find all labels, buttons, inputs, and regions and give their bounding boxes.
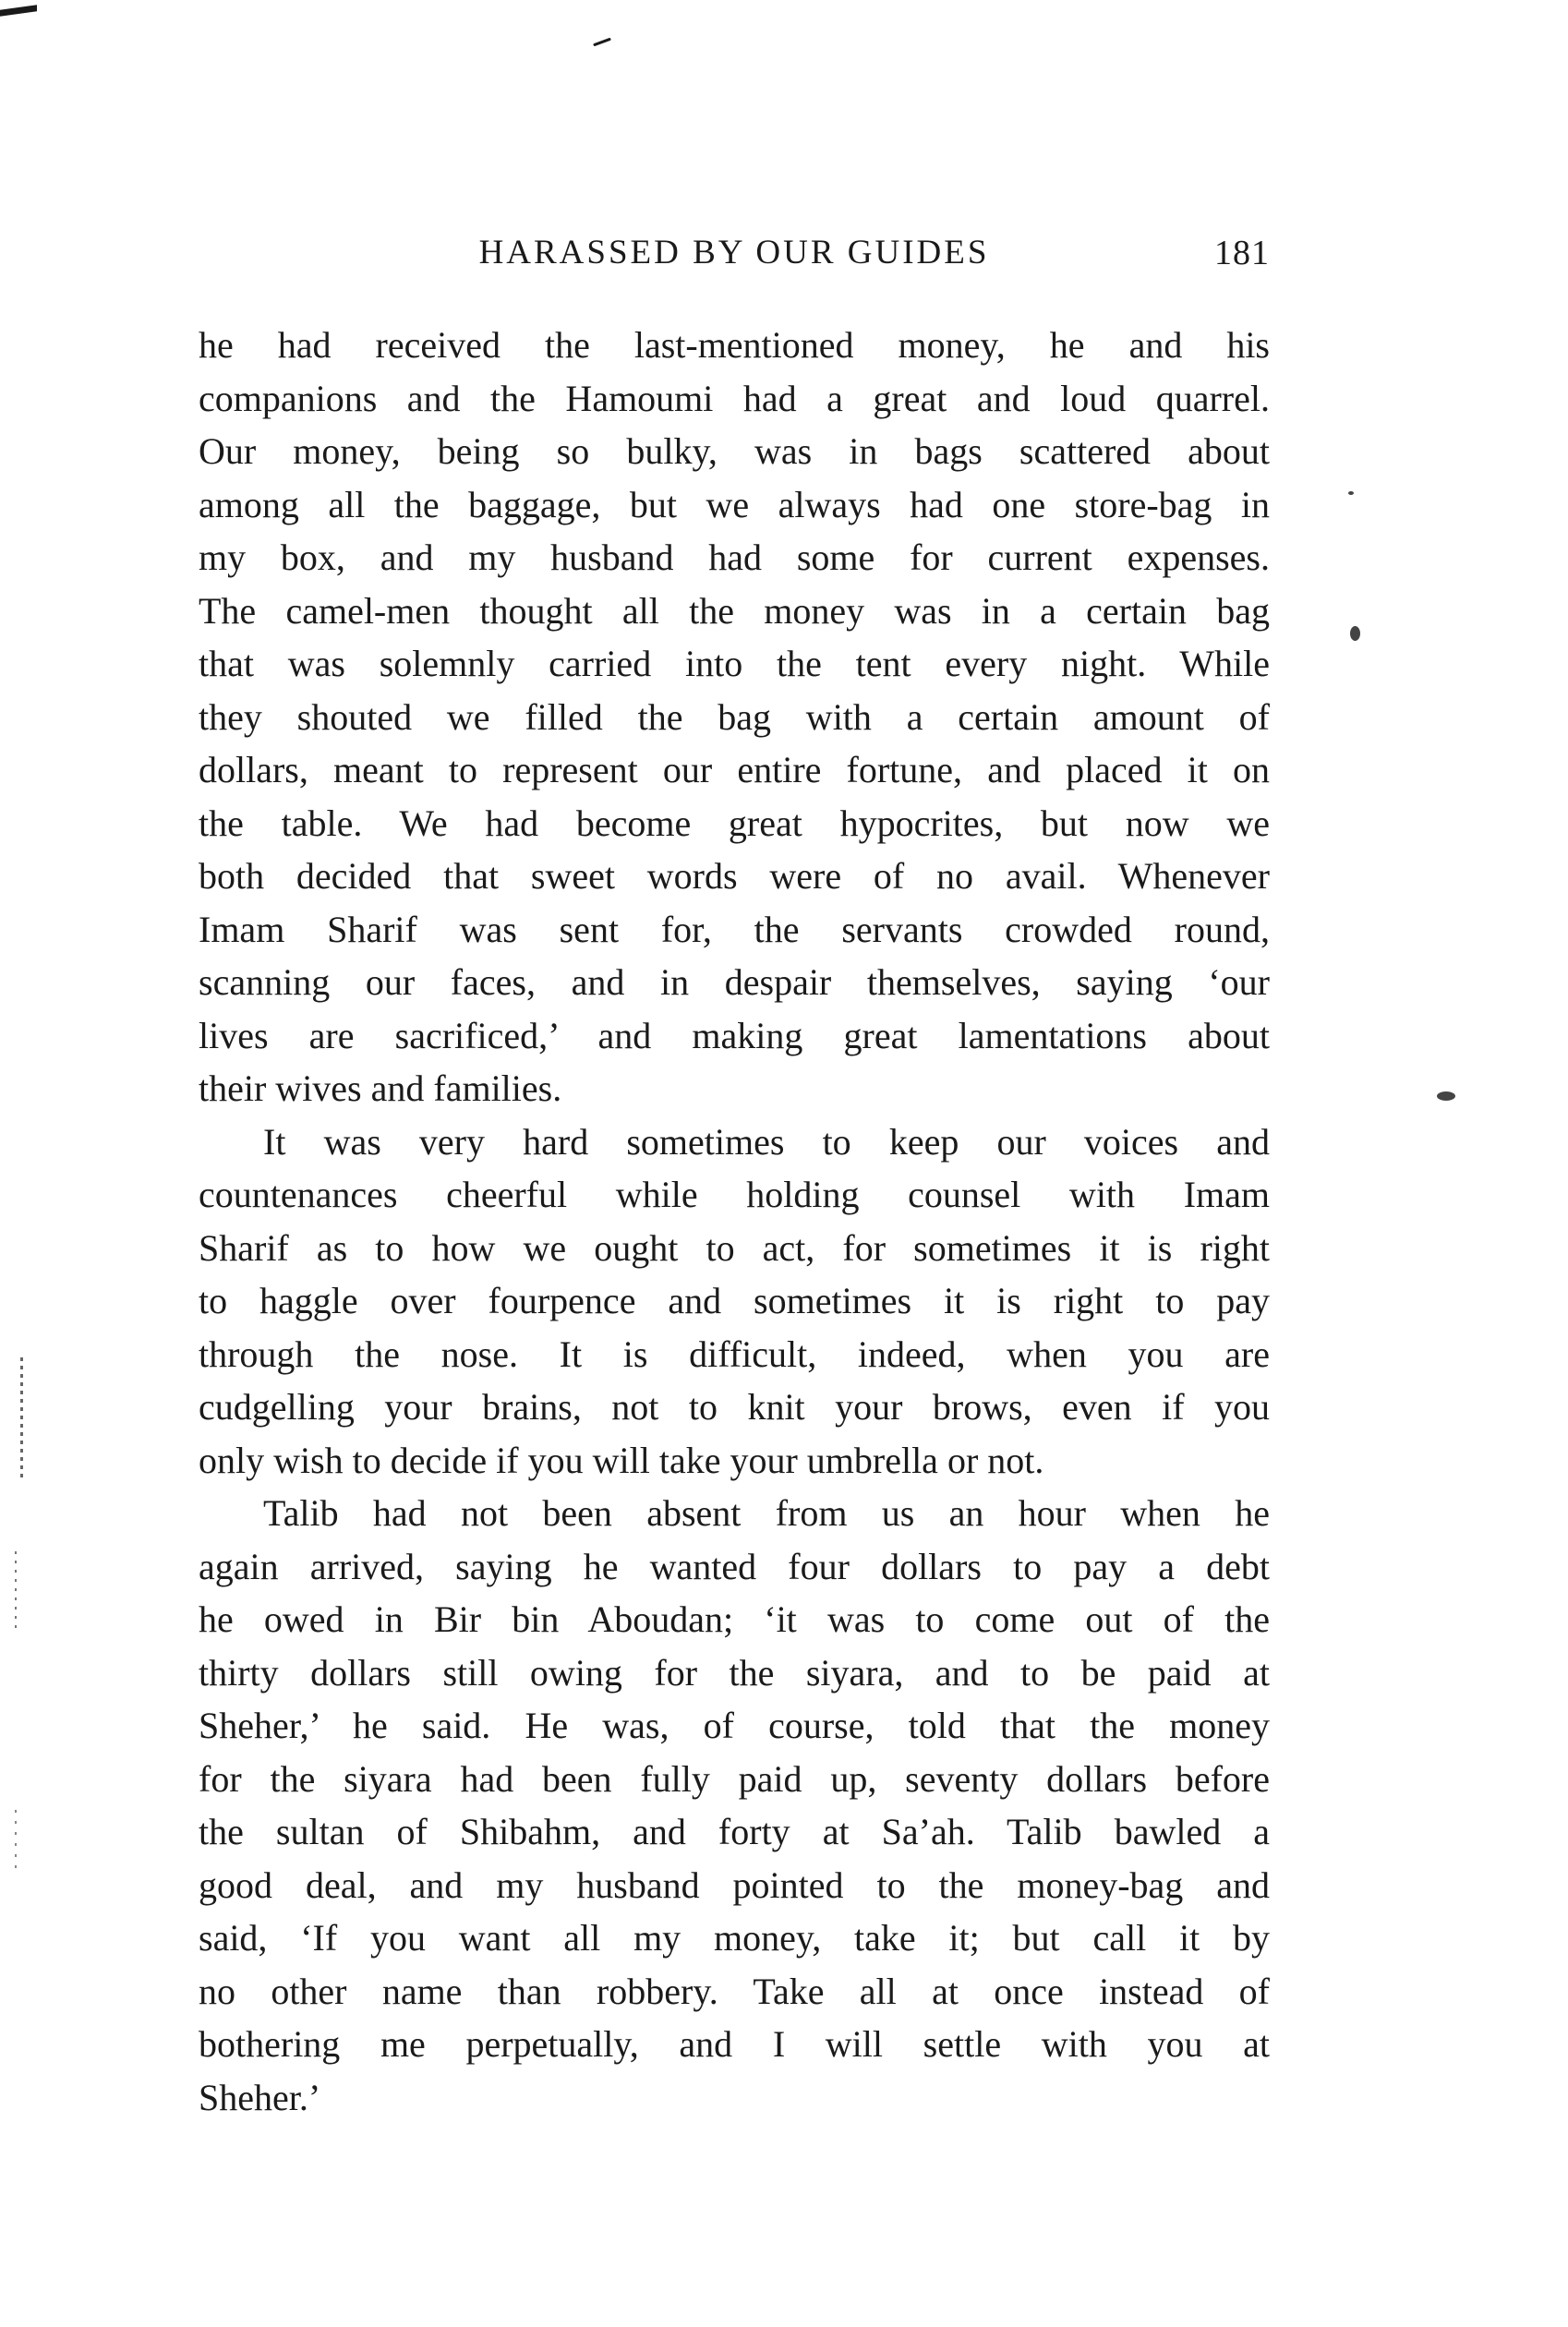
scan-mark-top-left: [0, 5, 37, 17]
text-line: cudgelling your brains, not to knit your brows, even if you: [199, 1386, 1270, 1428]
text-line: thirty dollars still owing for the siyara, and to be paid at: [199, 1651, 1270, 1694]
scan-mark-top: [593, 38, 611, 47]
text-line: Sheher,’ he said. He was, of course, told that the money: [199, 1705, 1270, 1746]
text-line: countenances cheerful while holding counsel with Imam: [199, 1174, 1270, 1215]
text-line: Imam Sharif was sent for, the servants crowded round,: [199, 908, 1270, 950]
ink-blot-right-2: [1437, 1091, 1455, 1101]
text-line: both decided that sweet words were of no avail. Whenever: [199, 855, 1270, 897]
running-head: [199, 233, 1270, 279]
paragraph-1: [199, 319, 1270, 1115]
ink-blot-right-1: [1350, 626, 1360, 641]
text-line: the table. We had become great hypocrites, but now we: [199, 802, 1270, 844]
text-line: through the nose. It is difficult, indeed, when you are: [199, 1332, 1270, 1375]
text-line: no other name than robbery. Take all at once instead of: [199, 1970, 1270, 2012]
paragraph-3: [199, 1487, 1270, 2124]
text-line: he had received the last-mentioned money, he and his: [199, 324, 1270, 366]
body-text: [199, 319, 1270, 2124]
text-line: he owed in Bir bin Aboudan; ‘it was to come out of the: [199, 1598, 1270, 1640]
text-line: Sheher.’: [199, 2076, 321, 2118]
text-line: bothering me perpetually, and I will settle with you at: [199, 2023, 1270, 2065]
margin-dots-left-2: [15, 1551, 17, 1634]
ink-speck-right-3: [1348, 491, 1354, 495]
text-line: the sultan of Shibahm, and forty at Sa’ah. Talib bawled a: [199, 1811, 1270, 1852]
text-line: scanning our faces, and in despair themselves, saying ‘our: [199, 961, 1270, 1003]
text-line: only wish to decide if you will take your umbrella or not.: [199, 1439, 1044, 1481]
text-line: for the siyara had been fully paid up, seventy dollars before: [199, 1757, 1270, 1800]
text-line: my box, and my husband had some for current expenses.: [199, 537, 1270, 578]
text-line: good deal, and my husband pointed to the money-bag and: [199, 1863, 1270, 1906]
text-line: to haggle over fourpence and sometimes it is right to pay: [199, 1280, 1270, 1321]
text-line: Sharif as to how we ought to act, for sometimes it is right: [199, 1226, 1270, 1269]
margin-dots-left: [20, 1357, 23, 1477]
text-line: that was solemnly carried into the tent every night. While: [199, 643, 1270, 684]
text-line: said, ‘If you want all my money, take it; but call it by: [199, 1917, 1270, 1959]
text-line: among all the baggage, but we always had one store-bag in: [199, 483, 1270, 525]
text-line: The camel-men thought all the money was in a certain bag: [199, 589, 1270, 632]
text-line: Our money, being so bulky, was in bags scattered about: [199, 430, 1270, 472]
text-line: It was very hard sometimes to keep our voices and: [263, 1120, 1270, 1163]
running-title: HARASSED BY OUR GUIDES: [478, 234, 990, 271]
text-line: dollars, meant to represent our entire fortune, and placed it on: [199, 749, 1270, 790]
page-number: 181: [1214, 234, 1270, 272]
text-line: they shouted we filled the bag with a certain amount of: [199, 695, 1270, 738]
text-line: Talib had not been absent from us an hour when he: [263, 1492, 1270, 1534]
text-line: lives are sacrificed,’ and making great lamentations about: [199, 1014, 1270, 1056]
text-line: again arrived, saying he wanted four dollars to pay a debt: [199, 1545, 1270, 1587]
paragraph-2: [199, 1115, 1270, 1488]
text-line: companions and the Hamoumi had a great and loud quarrel.: [199, 377, 1270, 419]
text-line: their wives and families.: [199, 1067, 562, 1109]
margin-dots-left-3: [15, 1810, 17, 1875]
